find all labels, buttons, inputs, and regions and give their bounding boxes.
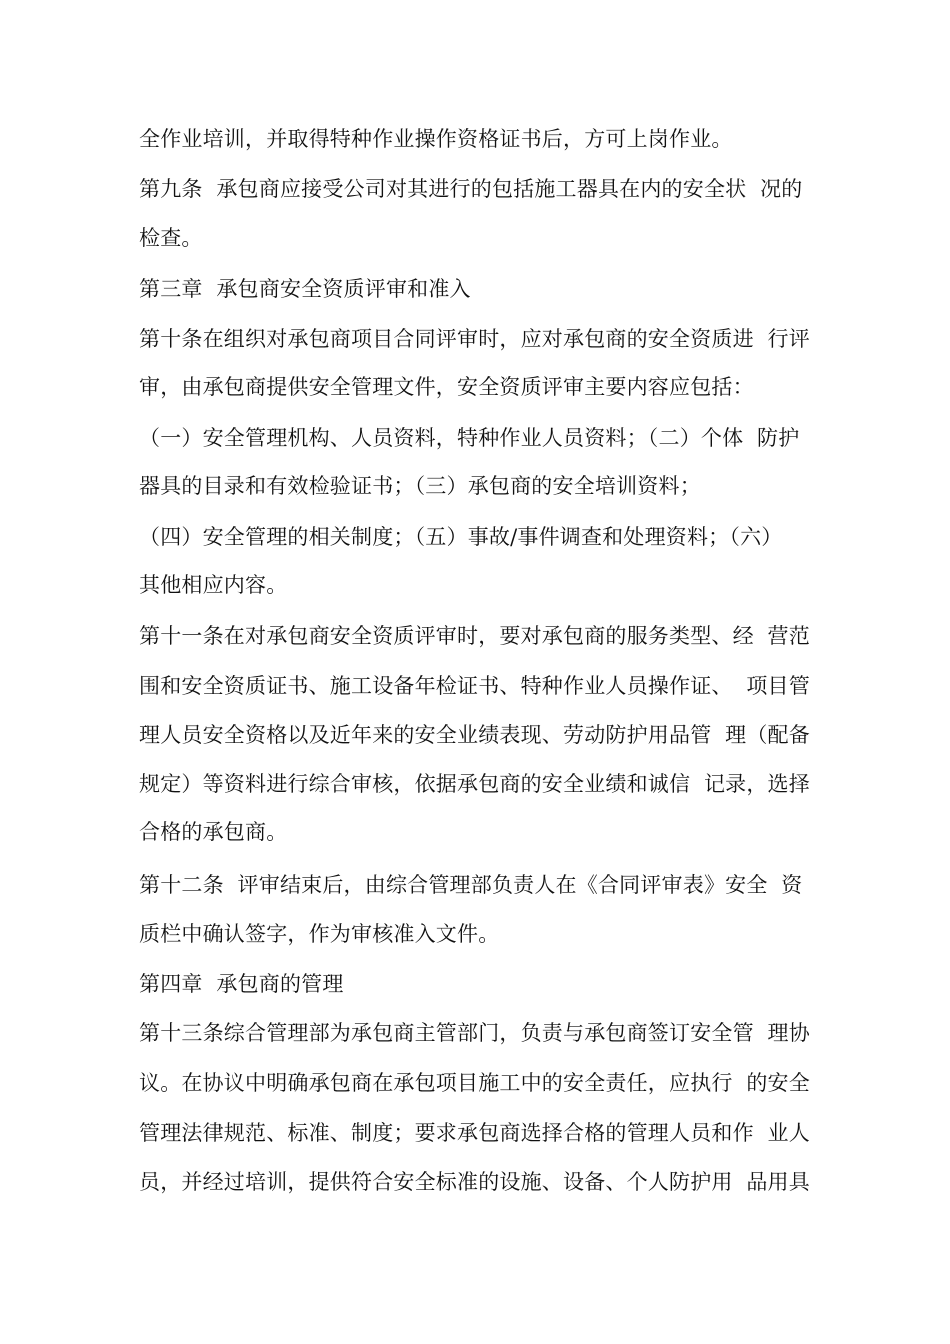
text-line: 检查。	[139, 226, 203, 250]
text-line: 第十一条在对承包商安全资质评审时，要对承包商的服务类型、经 营范	[139, 624, 810, 648]
text-line: 器具的目录和有效检验证书；（三）承包商的安全培训资料；	[139, 474, 701, 498]
text-line: 第十二条 评审结束后，由综合管理部负责人在《合同评审表》安全 资	[139, 873, 803, 897]
text-line: 围和安全资质证书、施工设备年检证书、特种作业人员操作证、 项目管	[139, 674, 810, 698]
text-line: 管理法律规范、标准、制度；要求承包商选择合格的管理人员和作 业人	[139, 1121, 810, 1145]
text-line: 第十三条综合管理部为承包商主管部门，负责与承包商签订安全管 理协	[139, 1021, 810, 1045]
text-line: 议。在协议中明确承包商在承包项目施工中的安全责任，应执行 的安全	[139, 1071, 810, 1095]
text-line: 第十条在组织对承包商项目合同评审时，应对承包商的安全资质进 行评	[139, 327, 810, 351]
chapter-heading: 第四章 承包商的管理	[139, 972, 344, 996]
text-line: （四）安全管理的相关制度；（五）事故/事件调查和处理资料；（六）	[139, 525, 783, 549]
chapter-heading: 第三章 承包商安全资质评审和准入	[139, 277, 471, 301]
text-line: 规定）等资料进行综合审核，依据承包商的安全业绩和诚信 记录，选择	[139, 772, 810, 796]
text-line: 员，并经过培训，提供符合安全标准的设施、设备、个人防护用 品用具	[139, 1170, 810, 1194]
text-line: 合格的承包商。	[139, 820, 288, 844]
text-line: 审，由承包商提供安全管理文件，安全资质评审主要内容应包括：	[139, 375, 754, 399]
text-line: 第九条 承包商应接受公司对其进行的包括施工器具在内的安全状 况的	[139, 177, 803, 201]
text-line: 全作业培训，并取得特种作业操作资格证书后，方可上岗作业。	[139, 127, 733, 151]
text-line: 质栏中确认签字，作为审核准入文件。	[139, 922, 500, 946]
text-line: （一）安全管理机构、人员资料，特种作业人员资料；（二）个体 防护	[139, 426, 800, 450]
text-line: 其他相应内容。	[139, 573, 288, 597]
text-line: 理人员安全资格以及近年来的安全业绩表现、劳动防护用品管 理（配备	[139, 723, 810, 747]
